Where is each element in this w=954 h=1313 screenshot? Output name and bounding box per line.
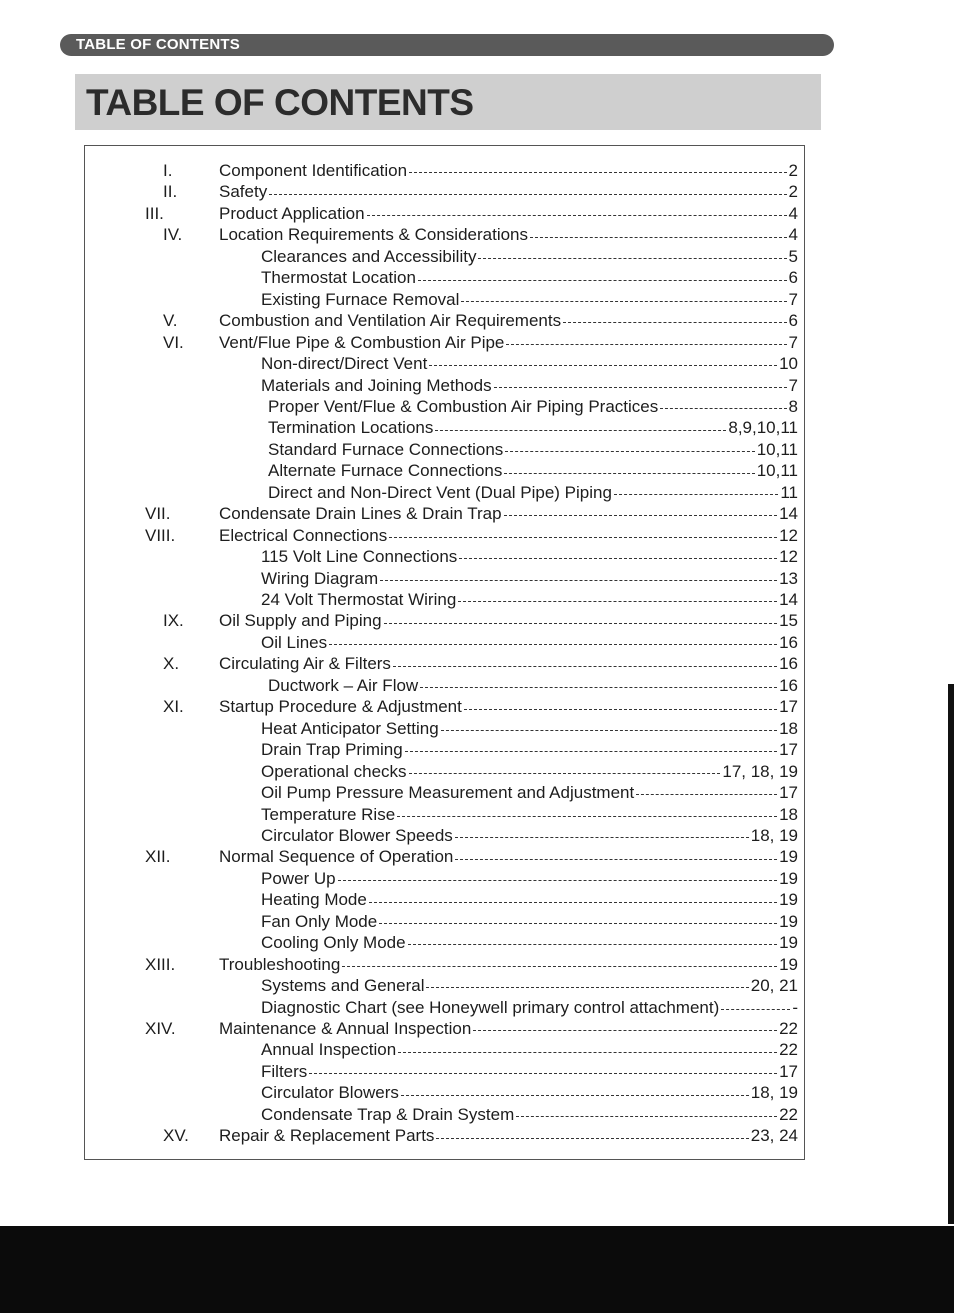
toc-entry[interactable]	[219, 954, 798, 976]
toc-entry-title: Standard Furnace Connections	[268, 439, 504, 459]
toc-entry[interactable]	[261, 1039, 798, 1061]
toc-entry[interactable]	[261, 568, 798, 590]
toc-page-number: -	[792, 997, 798, 1017]
toc-entry[interactable]	[261, 375, 798, 397]
toc-page-number: 7	[788, 375, 798, 395]
toc-entry[interactable]	[261, 546, 798, 568]
toc-entry[interactable]	[261, 804, 798, 826]
toc-entry-title: Normal Sequence of Operation	[219, 847, 454, 867]
toc-entry-title: Non-direct/Direct Vent	[261, 354, 428, 374]
toc-entry-title: Ductwork – Air Flow	[268, 675, 419, 695]
page-title: TABLE OF CONTENTS	[86, 82, 474, 123]
toc-page-number: 10,11	[756, 461, 798, 481]
toc-leader-dashes	[429, 365, 777, 366]
toc-leader-dashes	[504, 473, 754, 474]
toc-entry[interactable]	[219, 181, 798, 203]
toc-page-number: 20, 21	[750, 976, 798, 996]
toc-leader-dashes	[455, 837, 749, 838]
toc-page-number: 7	[788, 289, 798, 309]
toc-entry[interactable]	[261, 889, 798, 911]
toc-entry[interactable]	[261, 739, 798, 761]
toc-entry[interactable]	[219, 653, 798, 675]
toc-entry[interactable]	[261, 868, 798, 890]
toc-entry-title: Heating Mode	[261, 890, 367, 910]
toc-page-number: 19	[779, 933, 798, 953]
toc-number: IV.	[163, 225, 183, 245]
toc-number: III.	[145, 203, 164, 223]
toc-leader-dashes	[563, 322, 786, 323]
toc-page-number: 6	[788, 268, 798, 288]
toc-leader-dashes	[459, 558, 777, 559]
toc-entry-title: Alternate Furnace Connections	[268, 461, 503, 481]
toc-entry-title: Temperature Rise	[261, 804, 396, 824]
toc-entry-title: Termination Locations	[268, 418, 434, 438]
toc-leader-dashes	[418, 280, 787, 281]
toc-entry[interactable]	[268, 460, 798, 482]
toc-page-number: 16	[779, 675, 798, 695]
toc-entry-title: Filters	[261, 1061, 308, 1081]
toc-leader-dashes	[342, 966, 777, 967]
toc-leader-dashes	[369, 902, 777, 903]
toc-number: XIII.	[145, 954, 176, 974]
toc-entry[interactable]	[219, 203, 798, 225]
toc-page-number: 22	[779, 1019, 798, 1038]
toc-page-number: 23, 24	[750, 1126, 798, 1146]
toc-page-number: 10	[779, 354, 798, 374]
toc-entry-title: 24 Volt Thermostat Wiring	[261, 590, 457, 609]
toc-entry[interactable]	[261, 289, 798, 311]
toc-page-number: 11	[780, 482, 798, 502]
toc-entry[interactable]	[261, 589, 798, 611]
toc-page-number: 22	[779, 1104, 798, 1124]
toc-page-number: 17	[779, 783, 798, 803]
toc-leader-dashes	[426, 987, 748, 988]
toc-page-number: 18	[779, 804, 798, 824]
toc-page-number: 19	[779, 847, 798, 867]
section-header-bar	[60, 34, 834, 56]
toc-entry-title: Existing Furnace Removal	[261, 289, 460, 309]
toc-entry[interactable]	[261, 1104, 798, 1126]
toc-entry[interactable]	[219, 696, 798, 718]
toc-number: V.	[163, 311, 178, 331]
toc-entry[interactable]	[268, 396, 798, 418]
toc-entry-title: Power Up	[261, 868, 336, 888]
toc-leader-dashes	[408, 944, 778, 945]
toc-number: XIV.	[145, 1019, 176, 1038]
toc-entry-title: Cooling Only Mode	[261, 933, 406, 953]
toc-leader-dashes	[614, 494, 778, 495]
toc-entry-title: Startup Procedure & Adjustment	[219, 697, 462, 717]
toc-leader-dashes	[384, 623, 778, 624]
toc-page-number: 17, 18, 19	[722, 761, 798, 781]
toc-entry-title: Condensate Trap & Drain System	[261, 1104, 515, 1124]
toc-number: XI.	[163, 697, 184, 717]
toc-entry-title: Fan Only Mode	[261, 911, 378, 931]
toc-entry[interactable]	[261, 825, 798, 847]
toc-leader-dashes	[506, 344, 786, 345]
toc-entry-title: 115 Volt Line Connections	[261, 547, 458, 567]
toc-entry[interactable]	[261, 353, 798, 375]
toc-leader-dashes	[435, 430, 726, 431]
toc-entry[interactable]	[261, 911, 798, 933]
toc-entry[interactable]	[261, 246, 798, 268]
toc-entry[interactable]	[219, 1018, 798, 1040]
toc-page-number: 8	[788, 396, 798, 416]
toc-entry[interactable]	[261, 761, 798, 783]
toc-entry[interactable]	[219, 332, 798, 354]
toc-page-number: 7	[788, 332, 798, 352]
toc-entry[interactable]	[219, 160, 798, 182]
toc-entry-title: Electrical Connections	[219, 525, 388, 545]
toc-leader-dashes	[530, 237, 787, 238]
page-title-box	[75, 74, 821, 130]
toc-leader-dashes	[367, 215, 787, 216]
toc-entry-title: Thermostat Location	[261, 268, 416, 288]
toc-leader-dashes	[420, 687, 777, 688]
toc-leader-dashes	[329, 644, 777, 645]
toc-leader-dashes	[401, 1095, 749, 1096]
toc-entry[interactable]	[261, 1082, 798, 1104]
toc-entry[interactable]	[219, 224, 798, 246]
toc-page-number: 14	[779, 504, 798, 524]
toc-entry[interactable]	[268, 675, 798, 697]
toc-leader-dashes	[269, 194, 786, 195]
toc-leader-dashes	[721, 1009, 790, 1010]
toc-page-number: 2	[788, 161, 798, 180]
toc-leader-dashes	[405, 751, 777, 752]
toc-entry-title: Location Requirements & Considerations	[219, 225, 529, 245]
toc-page-number: 4	[788, 225, 798, 245]
toc-leader-dashes	[436, 1138, 748, 1139]
toc-entry-title: Safety	[219, 182, 268, 202]
toc-page-number: 19	[779, 868, 798, 888]
toc-entry[interactable]	[261, 267, 798, 289]
toc-number: VIII.	[145, 525, 176, 545]
toc-number: X.	[163, 654, 180, 674]
toc-entry-title: Circulator Blowers	[261, 1083, 399, 1103]
toc-entry-title: Troubleshooting	[219, 954, 341, 974]
toc-entry-title: Product Application	[219, 203, 365, 223]
toc-page-number: 12	[779, 547, 798, 567]
toc-entry[interactable]	[261, 932, 798, 954]
toc-entry-title: Oil Pump Pressure Measurement and Adjustment	[261, 783, 635, 803]
toc-entry-title: Wiring Diagram	[261, 568, 379, 588]
toc-leader-dashes	[461, 301, 786, 302]
toc-entry-title: Vent/Flue Pipe & Combustion Air Pipe	[219, 332, 505, 352]
section-header-label: TABLE OF CONTENTS	[76, 36, 240, 53]
toc-page-number: 10,11	[756, 439, 798, 459]
toc-entry[interactable]	[219, 525, 798, 547]
toc-page-number: 8,9,10,11	[728, 418, 798, 438]
toc-entry[interactable]	[219, 503, 798, 525]
toc-leader-dashes	[380, 580, 777, 581]
toc-entry-title: Proper Vent/Flue & Combustion Air Piping Practices	[268, 396, 659, 416]
toc-entry[interactable]	[219, 846, 798, 868]
toc-page-number: 18	[779, 718, 798, 738]
toc-leader-dashes	[464, 709, 777, 710]
toc-entry-title: Oil Lines	[261, 632, 328, 652]
toc-entry-title: Materials and Joining Methods	[261, 375, 492, 395]
toc-page-number: 13	[779, 568, 798, 588]
toc-entry-title: Circulator Blower Speeds	[261, 825, 453, 845]
toc-entry[interactable]	[261, 997, 798, 1019]
toc-page-number: 19	[779, 911, 798, 931]
toc-entry-title: Annual Inspection	[261, 1040, 397, 1060]
toc-entry[interactable]	[261, 782, 798, 804]
toc-leader-dashes	[379, 923, 777, 924]
toc-entry-title: Diagnostic Chart (see Honeywell primary control attachment)	[261, 997, 720, 1017]
toc-box	[84, 145, 805, 1160]
toc-leader-dashes	[636, 794, 777, 795]
toc-entry[interactable]	[219, 1125, 798, 1147]
toc-leader-dashes	[494, 387, 787, 388]
toc-entry-title: Operational checks	[261, 761, 407, 781]
toc-entry-title: Maintenance & Annual Inspection	[219, 1019, 472, 1038]
toc-entry[interactable]	[219, 310, 798, 332]
toc-page-number: 14	[779, 590, 798, 609]
toc-number: I.	[163, 161, 173, 180]
toc-entry[interactable]	[261, 975, 798, 997]
toc-leader-dashes	[455, 859, 777, 860]
toc-page-number: 18, 19	[750, 1083, 798, 1103]
toc-leader-dashes	[516, 1116, 777, 1117]
toc-page-number: 17	[779, 740, 798, 760]
toc-leader-dashes	[393, 666, 777, 667]
toc-number: II.	[163, 182, 178, 202]
toc-entry-title: Repair & Replacement Parts	[219, 1126, 435, 1146]
toc-leader-dashes	[660, 408, 786, 409]
toc-page-number: 18, 19	[750, 825, 798, 845]
toc-entry-title: Systems and General	[261, 976, 425, 996]
toc-entry-title: Circulating Air & Filters	[219, 654, 391, 674]
toc-leader-dashes	[309, 1073, 777, 1074]
toc-leader-dashes	[409, 773, 721, 774]
toc-page-number: 16	[779, 632, 798, 652]
toc-page-number: 15	[779, 611, 798, 631]
toc-leader-dashes	[473, 1030, 777, 1031]
toc-entry-title: Drain Trap Priming	[261, 740, 403, 760]
toc-page-number: 19	[779, 954, 798, 974]
scan-edge-shadow	[948, 684, 954, 1224]
toc-entry-title: Combustion and Ventilation Air Requirements	[219, 311, 562, 331]
toc-entry[interactable]	[268, 439, 798, 461]
toc-page-number: 19	[779, 890, 798, 910]
toc-leader-dashes	[478, 258, 786, 259]
toc-leader-dashes	[409, 172, 786, 173]
toc-entry-title: Heat Anticipator Setting	[261, 718, 439, 738]
toc-entry-title: Component Identification	[219, 161, 408, 180]
toc-leader-dashes	[441, 730, 777, 731]
toc-entry[interactable]	[268, 482, 798, 504]
toc-entry-title: Clearances and Accessibility	[261, 246, 477, 266]
toc-leader-dashes	[397, 816, 777, 817]
toc-leader-dashes	[398, 1052, 777, 1053]
toc-page-number: 5	[788, 246, 798, 266]
toc-entry-title: Oil Supply and Piping	[219, 611, 382, 631]
toc-entry[interactable]	[268, 417, 798, 439]
toc-leader-dashes	[458, 601, 777, 602]
toc-leader-dashes	[389, 537, 777, 538]
toc-page-number: 22	[779, 1040, 798, 1060]
toc-number: VI.	[163, 332, 184, 352]
toc-leader-dashes	[505, 451, 754, 452]
toc-leader-dashes	[504, 515, 778, 516]
scan-bottom-band	[0, 1226, 954, 1313]
toc-leader-dashes	[338, 880, 777, 881]
toc-number: XV.	[163, 1126, 189, 1146]
toc-page-number: 2	[788, 182, 798, 202]
toc-entry[interactable]	[261, 718, 798, 740]
toc-entry[interactable]	[219, 610, 798, 632]
toc-page-number: 12	[779, 525, 798, 545]
toc-page-number: 17	[779, 697, 798, 717]
toc-page-number: 4	[788, 203, 798, 223]
toc-page-number: 16	[779, 654, 798, 674]
toc-page-number: 17	[779, 1061, 798, 1081]
toc-page-number: 6	[788, 311, 798, 331]
toc-entry-title: Direct and Non-Direct Vent (Dual Pipe) Piping	[268, 482, 612, 502]
toc-entry-title: Condensate Drain Lines & Drain Trap	[219, 504, 502, 524]
toc-number: XII.	[145, 847, 171, 867]
toc-number: VII.	[145, 504, 171, 524]
toc-entry[interactable]	[261, 632, 798, 654]
toc-entry[interactable]	[261, 1061, 798, 1083]
toc-number: IX.	[163, 611, 184, 631]
